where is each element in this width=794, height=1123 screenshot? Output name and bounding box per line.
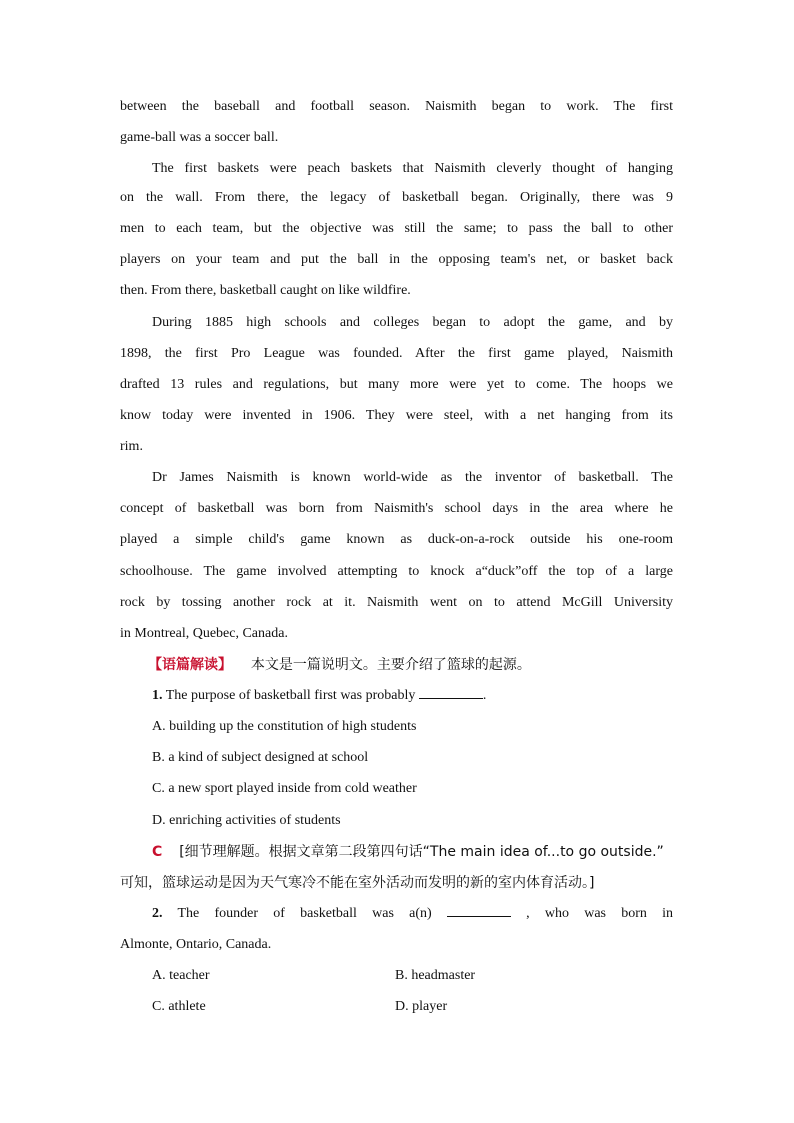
answer-letter: C (152, 844, 163, 860)
passage-line: know today were invented in 1906. They were steel, with a net hanging from its (120, 408, 673, 423)
passage-analysis (148, 655, 673, 675)
passage-line: schoolhouse. The game involved attempting to knock a“duck”off the top of a large (120, 564, 673, 579)
passage-line: then. From there, basketball caught on like wildfire. (120, 283, 411, 298)
analysis-tag: 【语篇解读】 (148, 657, 232, 673)
passage-line: During 1885 high schools and colleges began to adopt the game, and by (152, 315, 673, 330)
option-letter: D. (395, 999, 409, 1014)
option-text: headmaster (411, 968, 476, 983)
explanation-text: [细节理解题。根据文章第二段第四句话“The main idea of...to go outside.” (179, 844, 664, 860)
question-1-stem (152, 686, 673, 706)
option-a (152, 966, 352, 986)
question-number: 1. (152, 688, 163, 703)
question-text: The founder of basketball was a(n) (177, 906, 432, 921)
question-2-stem-line2: Almonte, Ontario, Canada. (120, 937, 272, 952)
question-text-after: , who was born in (526, 906, 673, 921)
option-letter: A. (152, 719, 166, 734)
option-c (152, 779, 673, 799)
passage-line: concept of basketball was born from Naismith's school days in the area where he (120, 501, 673, 516)
passage-line: on the wall. From there, the legacy of basketball began. Originally, there was 9 (120, 190, 673, 205)
question-2-stem (152, 904, 673, 924)
option-text: player (412, 999, 448, 1014)
option-text: building up the constitution of high students (169, 719, 417, 734)
passage-line: between the baseball and football season. Naismith began to work. The first (120, 99, 673, 114)
question-1-explanation (152, 842, 673, 862)
option-letter: A. (152, 968, 166, 983)
option-text: enriching activities of students (169, 813, 341, 828)
passage-line: Dr James Naismith is known world-wide as the inventor of basketball. The (152, 470, 673, 485)
option-letter: B. (395, 968, 408, 983)
passage-line: in Montreal, Quebec, Canada. (120, 626, 288, 641)
option-text: a kind of subject designed at school (168, 750, 369, 765)
option-d (395, 997, 673, 1017)
question-end: . (482, 688, 487, 703)
option-letter: C. (152, 781, 165, 796)
option-b (395, 966, 673, 986)
option-letter: B. (152, 750, 165, 765)
passage-line: played a simple child's game known as duck-on-a-rock outside his one-room (120, 532, 673, 547)
passage-line: rock by tossing another rock at it. Naismith went on to attend McGill University (120, 595, 673, 610)
passage-line: drafted 13 rules and regulations, but many more were yet to come. The hoops we (120, 377, 673, 392)
answer-blank (419, 686, 483, 699)
option-text: a new sport played inside from cold weather (168, 781, 417, 796)
passage-line: 1898, the first Pro League was founded. After the first game played, Naismith (120, 346, 673, 361)
option-text: teacher (169, 968, 210, 983)
passage-line: rim. (120, 439, 143, 454)
option-letter: C. (152, 999, 165, 1014)
option-c (152, 997, 352, 1017)
answer-blank (447, 904, 511, 917)
option-text: athlete (168, 999, 206, 1014)
passage-line: men to each team, but the objective was still the same; to pass the ball to other (120, 221, 673, 236)
passage-line: The first baskets were peach baskets that Naismith cleverly thought of hanging (152, 161, 673, 176)
option-letter: D. (152, 813, 166, 828)
option-a (152, 717, 673, 737)
analysis-text: 本文是一篇说明文。主要介绍了篮球的起源。 (250, 657, 531, 673)
question-text: The purpose of basketball first was probably (165, 688, 416, 703)
question-number: 2. (152, 906, 163, 921)
option-d (152, 811, 673, 831)
passage-line: players on your team and put the ball in the opposing team's net, or basket back (120, 252, 673, 267)
passage-line: game-ball was a soccer ball. (120, 130, 279, 145)
option-b (152, 748, 673, 768)
explanation-line: 可知，篮球运动是因为天气寒冷不能在室外活动而发明的新的室内体育活动。] (120, 875, 595, 891)
